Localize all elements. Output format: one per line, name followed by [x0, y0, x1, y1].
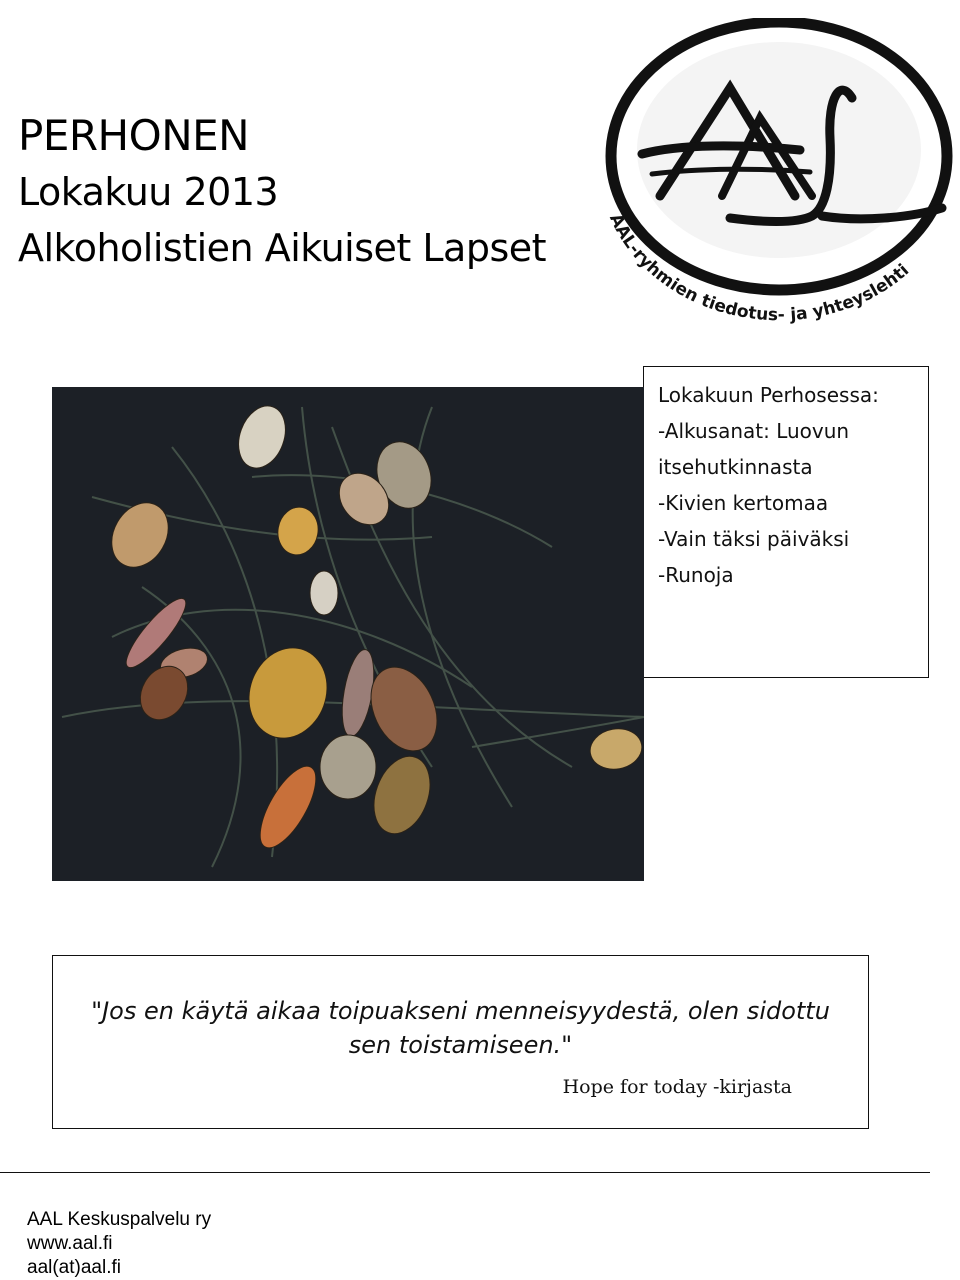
quote-box [52, 955, 869, 1129]
contents-box [643, 366, 929, 678]
logo-ring-text: AAL-ryhmien tiedotus- ja yhteyslehti [605, 210, 914, 326]
organization-name: Alkoholistien Aikuiset Lapset [18, 226, 547, 270]
footer-org: AAL Keskuspalvelu ry [27, 1209, 212, 1230]
quote-text [53, 994, 868, 1062]
quote-line: sen toistamiseen." [348, 1031, 573, 1059]
autumn-leaves-photo [52, 387, 644, 881]
newsletter-title: PERHONEN [18, 111, 250, 160]
footer-divider [0, 1172, 930, 1173]
contents-item: itsehutkinnasta [658, 455, 813, 479]
contents-item: -Vain täksi päiväksi [658, 527, 850, 551]
contents-item: -Alkusanat: Luovun [658, 419, 850, 443]
contents-item: -Kivien kertomaa [658, 491, 829, 515]
footer-email[interactable]: aal(at)aal.fi [27, 1257, 121, 1278]
title-block [18, 108, 546, 276]
issue-date: Lokakuu 2013 [18, 170, 279, 214]
footer [27, 1208, 211, 1280]
quote-line: "Jos en käytä aikaa toipuakseni menneisyydestä, olen sidottu [91, 997, 830, 1025]
aal-logo [590, 18, 956, 336]
contents-heading: Lokakuun Perhosessa: [658, 383, 879, 407]
contents-item: -Runoja [658, 563, 734, 587]
quote-source: Hope for today -kirjasta [562, 1076, 792, 1098]
footer-website-link[interactable]: www.aal.fi [27, 1233, 113, 1254]
